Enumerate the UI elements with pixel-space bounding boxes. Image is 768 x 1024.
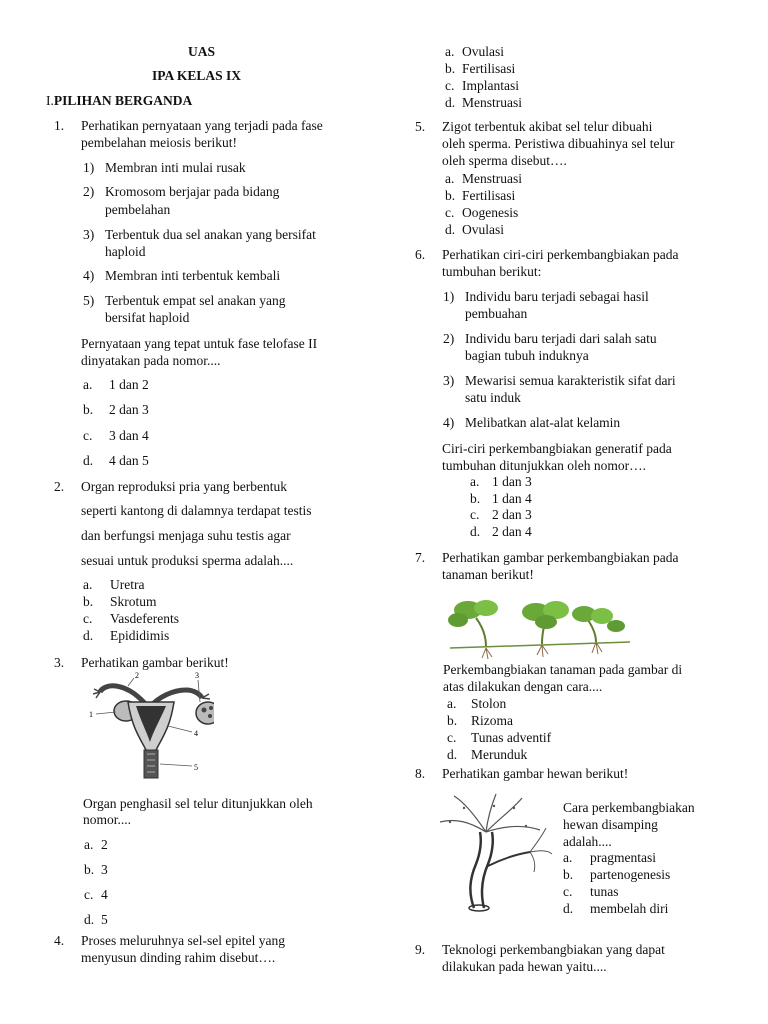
question-stem-line: Perhatikan gambar berikut! xyxy=(81,655,229,670)
statement-number: 3) xyxy=(443,373,455,388)
option-text: Merunduk xyxy=(471,747,528,762)
option-text: Skrotum xyxy=(110,594,157,609)
option-letter: b. xyxy=(445,61,456,76)
option-letter: a. xyxy=(445,44,455,59)
question-number: 4. xyxy=(54,933,65,948)
section-title: PILIHAN BERGANDA xyxy=(53,93,193,108)
option-letter: d. xyxy=(445,95,456,110)
question-number: 3. xyxy=(54,655,65,670)
option-letter: a. xyxy=(83,377,93,392)
option-letter: c. xyxy=(83,428,93,443)
option-text: 3 xyxy=(101,862,108,877)
question-number: 9. xyxy=(415,942,426,957)
option-letter: a. xyxy=(84,837,94,852)
statement-text: pembuahan xyxy=(465,306,528,321)
question-number: 5. xyxy=(415,119,426,134)
strawberry-plant-figure xyxy=(446,596,634,662)
question-prompt-line: dinyatakan pada nomor.... xyxy=(81,353,221,368)
figure-label-3: 3 xyxy=(195,671,199,680)
option-letter: b. xyxy=(445,188,456,203)
figure-label-1: 1 xyxy=(89,710,93,719)
option-letter: a. xyxy=(563,850,573,865)
question-stem-line: Organ reproduksi pria yang berbentuk xyxy=(81,479,287,494)
section-heading xyxy=(46,93,192,109)
option-text: Uretra xyxy=(110,577,145,592)
statement-text: Melibatkan alat-alat kelamin xyxy=(465,415,621,430)
option-letter: a. xyxy=(83,577,93,592)
question-stem-line: Teknologi perkembangbiakan yang dapat xyxy=(442,942,665,957)
option-letter: a. xyxy=(445,171,455,186)
option-text: 4 xyxy=(101,887,108,902)
statement-text: Individu baru terjadi dari salah satu xyxy=(465,331,657,346)
question-stem-line: Proses meluruhnya sel-sel epitel yang xyxy=(81,933,285,948)
statement-text: Membran inti terbentuk kembali xyxy=(105,268,281,283)
question-prompt-line: nomor.... xyxy=(83,812,132,827)
question-number: 6. xyxy=(415,247,426,262)
option-letter: d. xyxy=(445,222,456,237)
option-text: Epididimis xyxy=(110,628,170,643)
option-text: 5 xyxy=(101,912,108,927)
option-letter: c. xyxy=(447,730,457,745)
option-letter: d. xyxy=(470,524,481,539)
option-text: Menstruasi xyxy=(462,95,522,110)
statement-number: 1) xyxy=(83,160,95,175)
question-number: 8. xyxy=(415,766,426,781)
question-stem-line: Perhatikan ciri-ciri perkembangbiakan pada xyxy=(442,247,679,262)
exam-subtitle: IPA KELAS IX xyxy=(152,68,242,83)
question-stem-line: oleh sperma disebut…. xyxy=(442,153,567,168)
option-letter: c. xyxy=(470,507,480,522)
option-text: Rizoma xyxy=(471,713,513,728)
statement-number: 4) xyxy=(443,415,455,430)
question-prompt-line: tumbuhan ditunjukkan oleh nomor…. xyxy=(442,458,646,473)
option-text: 1 dan 3 xyxy=(492,474,532,489)
option-text: 1 dan 2 xyxy=(109,377,149,392)
option-text: 4 dan 5 xyxy=(109,453,149,468)
option-letter: b. xyxy=(447,713,458,728)
option-text: tunas xyxy=(590,884,619,899)
question-stem-line: tumbuhan berikut: xyxy=(442,264,542,279)
statement-number: 5) xyxy=(83,293,95,308)
question-number: 1. xyxy=(54,118,65,133)
statement-text: pembelahan xyxy=(105,202,171,217)
exam-title: UAS xyxy=(188,44,216,59)
option-text: Menstruasi xyxy=(462,171,522,186)
option-letter: d. xyxy=(83,453,94,468)
question-stem-line: tanaman berikut! xyxy=(442,567,534,582)
statement-text: haploid xyxy=(105,244,146,259)
statement-text: Terbentuk empat sel anakan yang xyxy=(105,293,286,308)
question-stem-line: dan berfungsi menjaga suhu testis agar xyxy=(81,528,291,543)
option-letter: d. xyxy=(84,912,95,927)
question-number: 7. xyxy=(415,550,426,565)
option-letter: c. xyxy=(84,887,94,902)
option-text: 1 dan 4 xyxy=(492,491,532,506)
option-text: Tunas adventif xyxy=(471,730,552,745)
question-stem-line: pembelahan meiosis berikut! xyxy=(81,135,237,150)
figure-label-5: 5 xyxy=(194,763,198,772)
statement-text: satu induk xyxy=(465,390,521,405)
question-stem-line: Zigot terbentuk akibat sel telur dibuahi xyxy=(442,119,653,134)
option-letter: b. xyxy=(83,402,94,417)
statement-number: 2) xyxy=(443,331,455,346)
question-stem-line: Perhatikan pernyataan yang terjadi pada fase xyxy=(81,118,323,133)
statement-text: Individu baru terjadi sebagai hasil xyxy=(465,289,649,304)
option-text: 2 dan 3 xyxy=(492,507,532,522)
option-text: Ovulasi xyxy=(462,44,504,59)
option-text: partenogenesis xyxy=(590,867,671,882)
question-prompt-line: Perkembangbiakan tanaman pada gambar di xyxy=(443,662,683,677)
option-letter: c. xyxy=(445,78,455,93)
statement-text: bersifat haploid xyxy=(105,310,190,325)
option-letter: d. xyxy=(83,628,94,643)
statement-number: 1) xyxy=(443,289,455,304)
option-text: membelah diri xyxy=(590,901,669,916)
question-stem-line: Perhatikan gambar perkembangbiakan pada xyxy=(442,550,679,565)
question-stem-line: menyusun dinding rahim disebut…. xyxy=(81,950,276,965)
option-letter: a. xyxy=(447,696,457,711)
question-prompt-line: Organ penghasil sel telur ditunjukkan oleh xyxy=(83,796,313,811)
statement-text: bagian tubuh induknya xyxy=(465,348,589,363)
question-stem-line: Perhatikan gambar hewan berikut! xyxy=(442,766,629,781)
statement-number: 4) xyxy=(83,268,95,283)
option-text: Fertilisasi xyxy=(462,61,516,76)
option-text: Ovulasi xyxy=(462,222,504,237)
question-prompt-line: Pernyataan yang tepat untuk fase telofase II xyxy=(81,336,318,351)
option-text: 2 xyxy=(101,837,108,852)
question-stem-line: seperti kantong di dalamnya terdapat testis xyxy=(81,503,312,518)
option-letter: d. xyxy=(447,747,458,762)
option-letter: c. xyxy=(83,611,93,626)
question-prompt-line: Ciri-ciri perkembangbiakan generatif pada xyxy=(442,441,672,456)
option-text: Stolon xyxy=(471,696,507,711)
option-letter: b. xyxy=(83,594,94,609)
hydra-figure xyxy=(430,792,554,912)
question-stem-line: sesuai untuk produksi sperma adalah.... xyxy=(81,553,294,568)
option-letter: b. xyxy=(84,862,95,877)
statement-text: Kromosom berjajar pada bidang xyxy=(105,184,280,199)
option-text: 2 dan 3 xyxy=(109,402,149,417)
question-stem-line: oleh sperma. Peristiwa dibuahinya sel telur xyxy=(442,136,675,151)
figure-label-4: 4 xyxy=(194,729,198,738)
option-text: Fertilisasi xyxy=(462,188,516,203)
option-text: 2 dan 4 xyxy=(492,524,532,539)
option-text: pragmentasi xyxy=(590,850,656,865)
option-letter: d. xyxy=(563,901,574,916)
question-prompt-line: Cara perkembangbiakan xyxy=(563,800,695,815)
option-letter: b. xyxy=(470,491,481,506)
option-text: Implantasi xyxy=(462,78,519,93)
figure-label-2: 2 xyxy=(135,671,139,680)
option-text: 3 dan 4 xyxy=(109,428,149,443)
option-letter: b. xyxy=(563,867,574,882)
section-number: I. xyxy=(46,93,54,108)
statement-number: 2) xyxy=(83,184,95,199)
option-letter: c. xyxy=(563,884,573,899)
question-number: 2. xyxy=(54,479,65,494)
statement-text: Membran inti mulai rusak xyxy=(105,160,246,175)
question-prompt-line: atas dilakukan dengan cara.... xyxy=(443,679,603,694)
option-letter: c. xyxy=(445,205,455,220)
female-reproductive-organ-figure xyxy=(84,668,214,780)
question-prompt-line: hewan disamping xyxy=(563,817,658,832)
option-letter: a. xyxy=(470,474,480,489)
question-stem-line: dilakukan pada hewan yaitu.... xyxy=(442,959,607,974)
option-text: Vasdeferents xyxy=(110,611,179,626)
statement-number: 3) xyxy=(83,227,95,242)
statement-text: Mewarisi semua karakteristik sifat dari xyxy=(465,373,676,388)
option-text: Oogenesis xyxy=(462,205,519,220)
statement-text: Terbentuk dua sel anakan yang bersifat xyxy=(105,227,316,242)
question-prompt-line: adalah.... xyxy=(563,834,612,849)
